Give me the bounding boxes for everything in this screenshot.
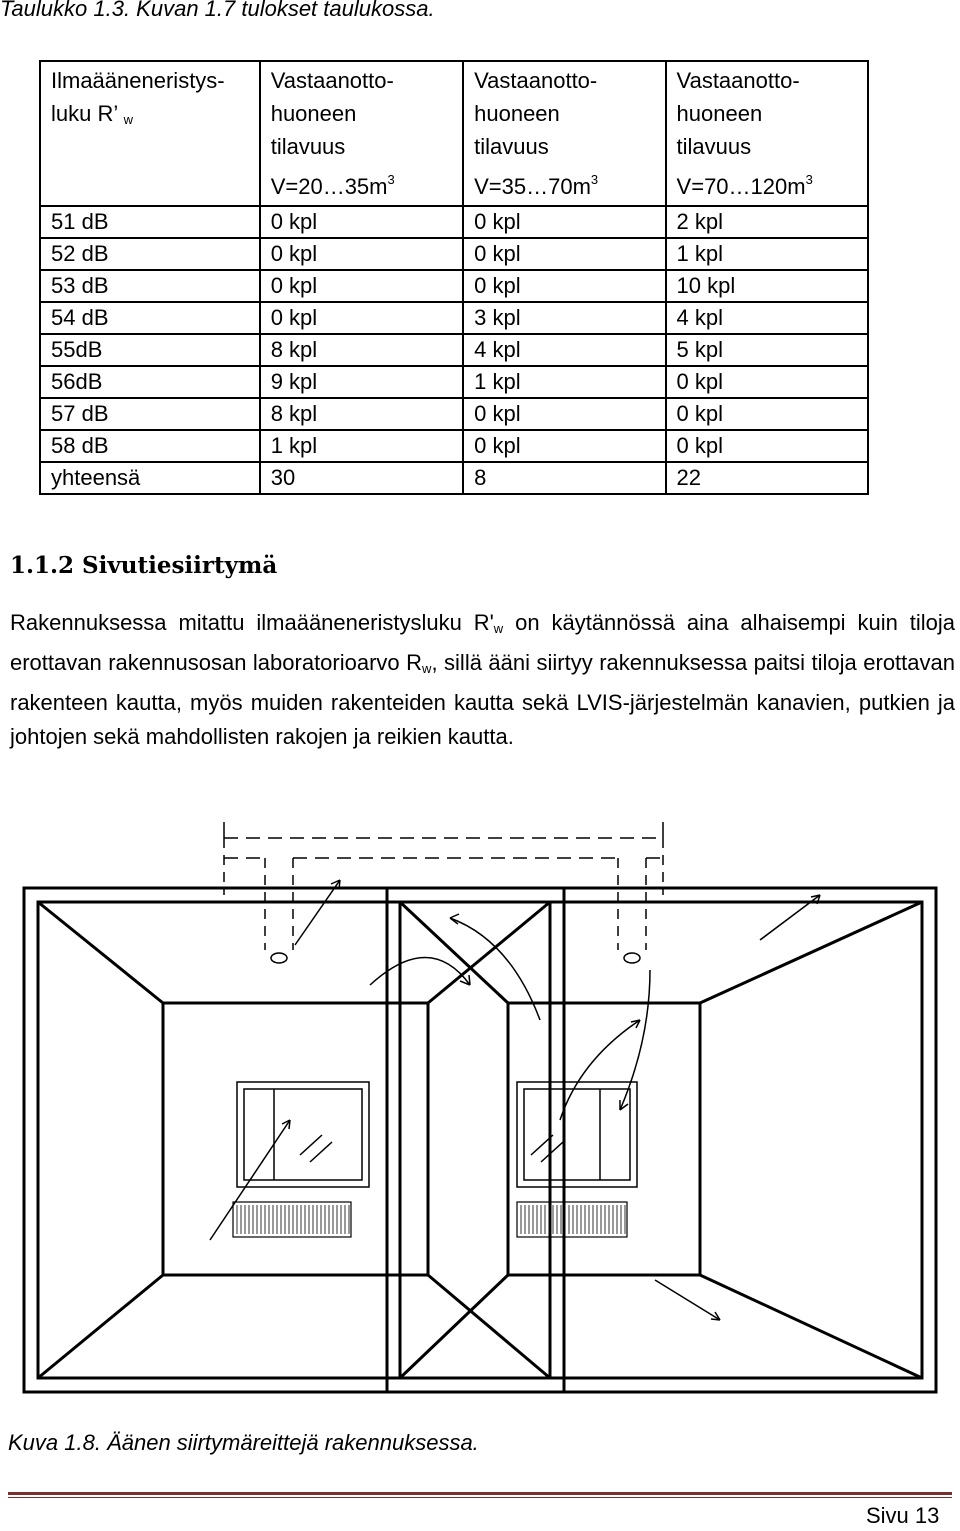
vent-left xyxy=(271,953,287,963)
table-cell: 8 kpl xyxy=(260,398,463,430)
table-cell: 1 kpl xyxy=(260,430,463,462)
column-header-line: tilavuus xyxy=(270,134,346,159)
body-paragraph xyxy=(10,606,955,754)
table-row xyxy=(40,334,868,366)
table-cell: 0 kpl xyxy=(666,398,868,430)
column-header-text: V=20…35m xyxy=(270,174,388,199)
left-perspective-tl xyxy=(38,902,163,1003)
table-cell: 22 xyxy=(666,462,868,494)
table-header-row xyxy=(40,61,868,206)
table-cell: 5 kpl xyxy=(666,334,868,366)
table-row xyxy=(40,462,868,494)
arrow-ceiling-up xyxy=(295,880,340,945)
room-right-outer xyxy=(387,888,936,1392)
column-header-line xyxy=(474,163,664,203)
page-number: Sivu 13 xyxy=(866,1503,940,1528)
subscript: w xyxy=(493,621,504,636)
superscript: 3 xyxy=(590,172,599,187)
table-cell: 0 kpl xyxy=(463,430,665,462)
column-header-text: V=35…70m xyxy=(474,174,591,199)
column-header-line: Vastaanotto- xyxy=(270,68,394,93)
column-header xyxy=(463,61,665,206)
table-body xyxy=(40,206,868,494)
arrow-ceiling-flank xyxy=(450,918,540,1020)
table-caption: Taulukko 1.3. Kuvan 1.7 tulokset taulukossa. xyxy=(0,0,435,21)
superscript: 3 xyxy=(387,172,395,187)
vent-right xyxy=(624,953,640,963)
table-cell: 8 kpl xyxy=(260,334,463,366)
footer-rule xyxy=(8,1492,952,1495)
column-header-line: tilavuus xyxy=(474,134,549,159)
table-cell: 57 dB xyxy=(40,398,260,430)
column-header-line: huoneen xyxy=(474,101,560,126)
table-row xyxy=(40,206,868,238)
right-perspective-bl xyxy=(400,1275,508,1378)
sound-transmission-figure xyxy=(0,810,960,1410)
table-row xyxy=(40,430,868,462)
table-cell: 56dB xyxy=(40,366,260,398)
left-perspective-br xyxy=(428,1275,550,1378)
left-perspective-tr xyxy=(428,902,550,1003)
table-cell: 0 kpl xyxy=(463,206,665,238)
right-perspective-br xyxy=(700,1275,922,1378)
table-cell: 0 kpl xyxy=(260,302,463,334)
table-row xyxy=(40,302,868,334)
footer-rule-thin xyxy=(8,1497,952,1498)
table-cell: 0 kpl xyxy=(260,238,463,270)
table-cell: 0 kpl xyxy=(463,270,665,302)
column-header-line: tilavuus xyxy=(676,134,752,159)
table-cell: 0 kpl xyxy=(260,270,463,302)
left-perspective-bl xyxy=(38,1275,163,1378)
room-left-outer xyxy=(24,888,564,1392)
table-cell: 53 dB xyxy=(40,270,260,302)
table-cell: 0 kpl xyxy=(463,238,665,270)
column-header-line: huoneen xyxy=(270,101,357,126)
radiators xyxy=(233,1202,627,1237)
column-header-line: huoneen xyxy=(676,101,763,126)
table-cell: 58 dB xyxy=(40,430,260,462)
table-cell: 0 kpl xyxy=(463,398,665,430)
superscript: 3 xyxy=(805,172,813,187)
column-header-line: Vastaanotto- xyxy=(676,68,800,93)
column-header-line xyxy=(271,163,462,203)
room-right-backwall xyxy=(508,1003,700,1275)
column-header-text: V=70…120m xyxy=(676,174,806,199)
table-cell: 1 kpl xyxy=(666,238,868,270)
column-header-line xyxy=(677,163,867,203)
table-cell: 1 kpl xyxy=(463,366,665,398)
table-row xyxy=(40,366,868,398)
table-cell: 4 kpl xyxy=(463,334,665,366)
table-cell: 4 kpl xyxy=(666,302,868,334)
table-row xyxy=(40,398,868,430)
table-cell: 9 kpl xyxy=(260,366,463,398)
table-row xyxy=(40,238,868,270)
subscript: w xyxy=(422,661,432,676)
figure-caption: Kuva 1.8. Äänen siirtymäreittejä rakennuksessa. xyxy=(8,1430,479,1455)
table-cell: 0 kpl xyxy=(666,366,868,398)
section-heading: 1.1.2 Sivutiesiirtymä xyxy=(10,552,278,579)
column-header-line: Vastaanotto- xyxy=(474,68,598,93)
column-header xyxy=(260,61,463,206)
column-header xyxy=(666,61,868,206)
table-cell: 0 kpl xyxy=(666,430,868,462)
column-header xyxy=(40,61,260,206)
table-row xyxy=(40,270,868,302)
results-table xyxy=(39,60,869,495)
radiator-right xyxy=(517,1202,627,1237)
arrow-floor-right xyxy=(655,1280,720,1320)
table-cell: 52 dB xyxy=(40,238,260,270)
column-header-line xyxy=(51,97,259,136)
room-walls xyxy=(24,888,936,1392)
body-text-part: on käytännössä aina alhaisempi kuin tiloja erottavan rakennusosan laboratorioarvo R xyxy=(10,610,955,675)
table-cell: 0 kpl xyxy=(260,206,463,238)
table-cell: yhteensä xyxy=(40,462,260,494)
subscript: w xyxy=(123,112,133,127)
table-cell: 2 kpl xyxy=(666,206,868,238)
column-header-line: Ilmaääneneristys- xyxy=(51,68,225,93)
table-cell: 55dB xyxy=(40,334,260,366)
table-cell: 10 kpl xyxy=(666,270,868,302)
right-perspective-tr xyxy=(700,902,922,1003)
table-cell: 54 dB xyxy=(40,302,260,334)
table-cell: 3 kpl xyxy=(463,302,665,334)
left-window xyxy=(237,1082,369,1187)
column-header-text: luku R’ xyxy=(51,101,118,126)
table-cell: 8 xyxy=(463,462,665,494)
right-perspective-tl xyxy=(400,902,508,1003)
body-text-part: Rakennuksessa mitattu ilmaääneneristysluku R' xyxy=(10,610,494,635)
right-window xyxy=(517,1082,637,1187)
sound-path-arrows xyxy=(210,880,820,1320)
table-cell: 51 dB xyxy=(40,206,260,238)
body-text-part: , sillä ääni siirtyy rakennuksessa paitsi tiloja erottavan rakenteen kautta, myös muiden rakenteiden kautta sekä LVIS-järjestelmän kanavien, putkien ja johtojen sekä mahdollisten rakojen ja reikien kautta. xyxy=(10,650,955,749)
table-cell: 30 xyxy=(260,462,463,494)
